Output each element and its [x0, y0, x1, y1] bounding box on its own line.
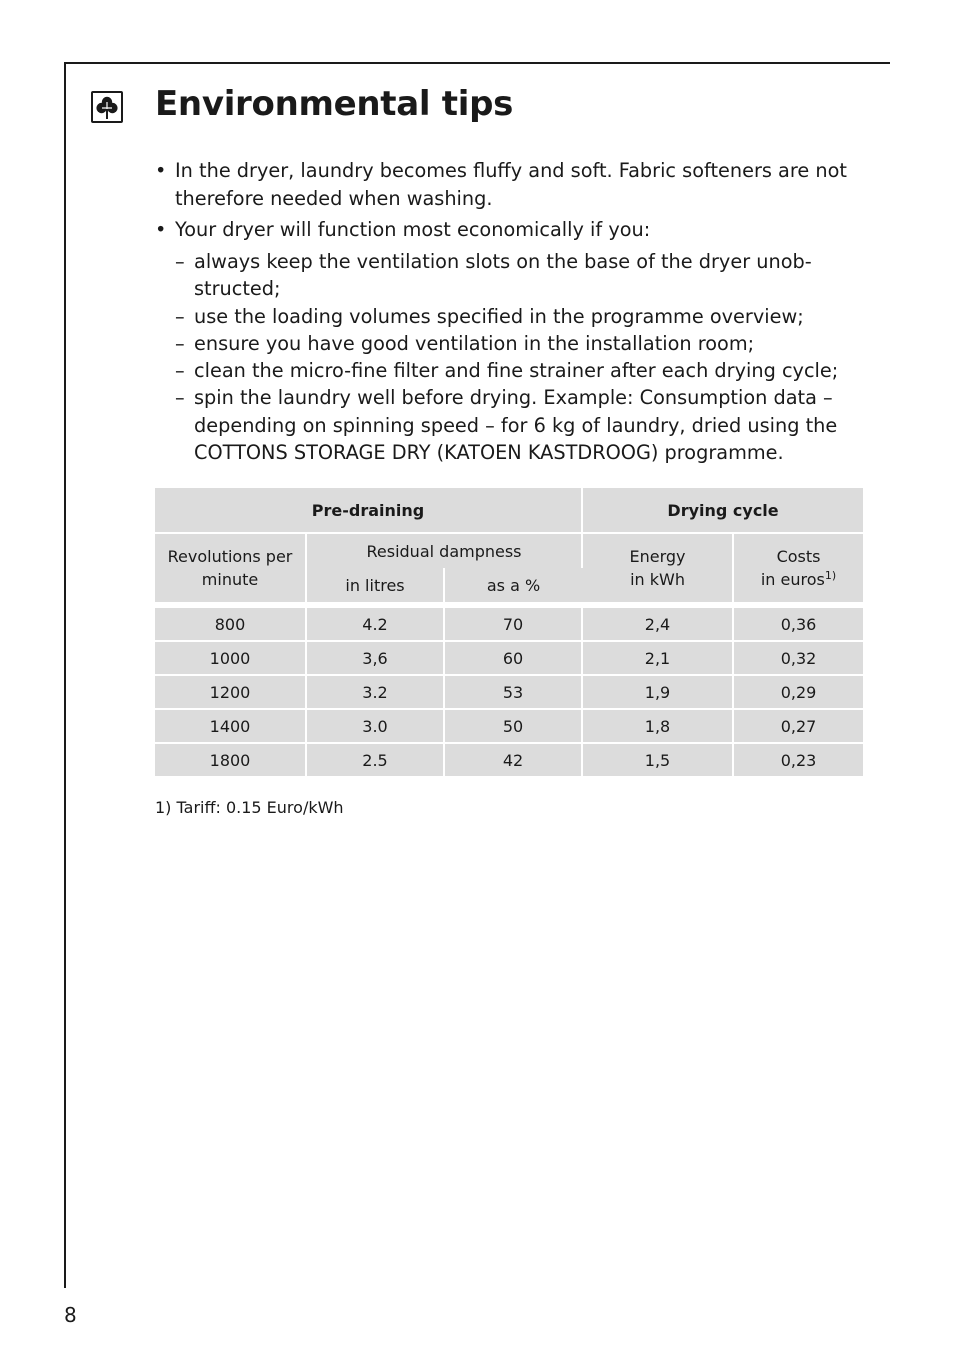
header-costs-line2: in euros — [760, 570, 825, 589]
dash-mark: – — [175, 386, 185, 409]
cell-percent: 50 — [444, 709, 582, 743]
sub5-line3: COTTONS STORAGE DRY (KATOEN KASTDROOG) programme. — [194, 441, 784, 464]
header-rpm-line2: minute — [201, 570, 259, 589]
page-frame-left-rule — [64, 62, 66, 1288]
footnote-reference: 1) — [824, 569, 837, 582]
header-energy — [582, 533, 733, 602]
cell-costs: 0,29 — [733, 675, 863, 709]
cell-percent: 70 — [444, 607, 582, 641]
cell-energy: 1,9 — [582, 675, 733, 709]
cell-rpm: 1800 — [155, 743, 306, 777]
cell-costs: 0,27 — [733, 709, 863, 743]
page-frame-top-rule — [64, 62, 890, 64]
header-energy-line2: in kWh — [630, 570, 685, 589]
sub5-line2: depending on spinning speed – for 6 kg of laundry, dried using the — [194, 414, 838, 437]
clover-icon — [91, 91, 123, 123]
header-costs-line1: Costs — [776, 547, 821, 566]
table-row — [155, 607, 863, 641]
cell-percent: 53 — [444, 675, 582, 709]
dash-mark: – — [175, 305, 185, 328]
sub3-text: ensure you have good ventilation in the installation room; — [194, 332, 755, 355]
header-in-litres: in litres — [306, 568, 444, 602]
bullet1-line1: In the dryer, laundry becomes fluffy and soft. Fabric softeners are not — [175, 159, 847, 182]
page-number: 8 — [64, 1303, 77, 1327]
header-residual-dampness: Residual dampness — [306, 533, 582, 568]
header-pre-draining: Pre-draining — [155, 488, 582, 533]
bullet-mark: • — [155, 159, 167, 182]
cell-costs: 0,23 — [733, 743, 863, 777]
cell-energy: 2,4 — [582, 607, 733, 641]
cell-percent: 42 — [444, 743, 582, 777]
header-rpm-line1: Revolutions per — [167, 547, 293, 566]
tariff-footnote: 1) Tariff: 0.15 Euro/kWh — [155, 798, 344, 817]
table-row — [155, 641, 863, 675]
cell-litres: 3,6 — [306, 641, 444, 675]
sub1-line2: structed; — [194, 277, 281, 300]
header-rpm — [155, 533, 306, 602]
bullet2-text: Your dryer will function most economically if you: — [175, 218, 651, 241]
cell-rpm: 1000 — [155, 641, 306, 675]
cell-energy: 1,5 — [582, 743, 733, 777]
sub4-text: clean the micro-fine filter and fine strainer after each drying cycle; — [194, 359, 839, 382]
cell-energy: 1,8 — [582, 709, 733, 743]
table-row — [155, 675, 863, 709]
sub1-line1: always keep the ventilation slots on the base of the dryer unob- — [194, 250, 812, 273]
cell-costs: 0,36 — [733, 607, 863, 641]
cell-litres: 3.2 — [306, 675, 444, 709]
sub5-line1: spin the laundry well before drying. Example: Consumption data – — [194, 386, 833, 409]
header-as-percent: as a % — [444, 568, 582, 602]
cell-litres: 2.5 — [306, 743, 444, 777]
bullet-mark: • — [155, 218, 167, 241]
dash-mark: – — [175, 250, 185, 273]
header-energy-line1: Energy — [629, 547, 686, 566]
sub2-text: use the loading volumes specified in the programme overview; — [194, 305, 804, 328]
cell-rpm: 1200 — [155, 675, 306, 709]
cell-rpm: 800 — [155, 607, 306, 641]
cell-percent: 60 — [444, 641, 582, 675]
header-drying-cycle: Drying cycle — [582, 488, 863, 533]
dash-mark: – — [175, 359, 185, 382]
dash-mark: – — [175, 332, 185, 355]
header-costs — [733, 533, 863, 602]
cell-costs: 0,32 — [733, 641, 863, 675]
page-title: Environmental tips — [155, 84, 514, 124]
cell-litres: 3.0 — [306, 709, 444, 743]
cell-rpm: 1400 — [155, 709, 306, 743]
consumption-table — [155, 488, 863, 778]
cell-energy: 2,1 — [582, 641, 733, 675]
bullet1-line2: therefore needed when washing. — [175, 187, 493, 210]
cell-litres: 4.2 — [306, 607, 444, 641]
table-row — [155, 709, 863, 743]
table-row — [155, 743, 863, 777]
